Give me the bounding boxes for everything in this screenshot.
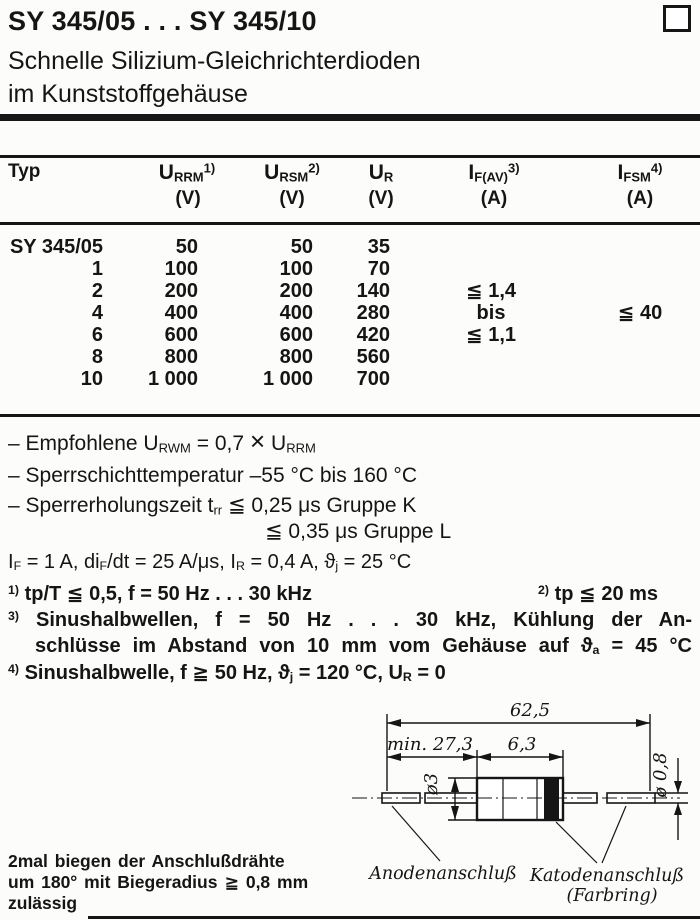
note-test-conditions: $I_F = 1$ A, $di_F/dt = 25$ A/μs, $I_R = 0,4$ A, $ϑ_j = 25$ °C [8, 551, 412, 574]
cell-ur: 700 [356, 368, 390, 390]
label-cathode-color-ring: (Farbring) [566, 886, 658, 906]
footnote-3 [8, 607, 692, 659]
cell-urrm: 50 [175, 236, 198, 258]
col-header-ur: $U_R$ [368, 161, 394, 185]
cell-ifsm: ≦ 40 [617, 302, 663, 324]
col-header-ifsm: $I_{FSM}^{4)}$ [617, 160, 663, 185]
cell-typ: 6 [91, 324, 103, 346]
col-unit-urrm: (V) [175, 188, 201, 209]
cell-ifsm [580, 258, 700, 280]
table-top-rule [0, 155, 700, 158]
col-header-typ: Typ [8, 161, 41, 182]
cell-ur: 70 [367, 258, 390, 280]
table-row [0, 324, 700, 346]
cell-urrm: 800 [164, 346, 198, 368]
cell-ursm: 100 [279, 258, 313, 280]
dim-overall-length: 62,5 [509, 700, 551, 721]
table-row [0, 302, 700, 324]
cell-ifsm [580, 236, 700, 258]
cell-ifav: ≦ 1,1 [465, 324, 517, 346]
bend-note-line-1: 2mal biegen der Anschlußdrähte [8, 851, 285, 871]
cell-typ: 2 [91, 280, 103, 302]
cell-ur: 35 [367, 236, 390, 258]
cell-ursm: 200 [279, 280, 313, 302]
note-reverse-recovery-l: ≦ 0,35 μs Gruppe L [265, 520, 452, 543]
note-junction-temperature: – Sperrschichttemperatur –55 °C bis 160 °C [8, 464, 417, 487]
cell-ifav [402, 236, 580, 258]
cell-ursm: 400 [279, 302, 313, 324]
col-unit-ifsm: (A) [626, 188, 654, 209]
label-anode-terminal: Anodenanschluß [369, 864, 517, 884]
ratings-table-header [0, 161, 700, 221]
cathode-color-ring [544, 779, 559, 819]
col-unit-ursm: (V) [279, 188, 305, 209]
cell-urrm: 400 [164, 302, 198, 324]
note-recommended-urwm: – Empfohlene $U_{RWM} = 0,7 \times U_{RRM}$ [8, 426, 316, 456]
ratings-table-body [0, 236, 700, 390]
table-row [0, 236, 700, 258]
bend-instruction-note [8, 851, 308, 914]
footnote-3-line-1: $^{3)}$ Sinushalbwellen, f = 50 Hz . . . 30 kHz, Kühlung der An- [8, 608, 692, 631]
header-divider-bar [0, 114, 700, 121]
cell-urrm: 1 000 [147, 368, 198, 390]
footnote-2: $^{2)}$ tp ≦ 20 ms [538, 582, 659, 605]
cell-typ: 1 [91, 258, 103, 280]
cell-ur: 140 [356, 280, 390, 302]
corner-checkbox-mark [663, 5, 691, 32]
dim-lead-min-length: min. 27,3 [387, 734, 473, 755]
cell-urrm: 100 [164, 258, 198, 280]
subtitle-line-2: im Kunststoffgehäuse [8, 80, 248, 108]
cell-ursm: 50 [290, 236, 313, 258]
cell-urrm: 600 [164, 324, 198, 346]
col-header-ifav: $I_{F(AV)}^{3)}$ [468, 160, 520, 185]
dim-body-diameter: ø3 [421, 772, 442, 796]
footnote-4: $^{4)}$ Sinushalbwelle, f ≧ 50 Hz, $ϑ_j = 120$ °C, $U_R = 0$ [8, 661, 446, 685]
cell-ifav [402, 346, 580, 368]
cell-ur: 560 [356, 346, 390, 368]
cell-ursm: 800 [279, 346, 313, 368]
table-row [0, 280, 700, 302]
col-unit-ifav: (A) [480, 188, 508, 209]
table-row [0, 368, 700, 390]
table-row [0, 346, 700, 368]
note-reverse-recovery-k: – Sperrerholungszeit $t_{rr}$ ≦ 0,25 μs Gruppe K [8, 494, 417, 518]
cell-ur: 420 [356, 324, 390, 346]
page-subtitle [8, 45, 421, 111]
dim-wire-diameter: ø 0,8 [650, 752, 671, 798]
bend-note-line-2: um 180° mit Biegeradius ≧ 0,8 mm [8, 872, 309, 892]
cell-ifsm [580, 368, 700, 390]
table-row [0, 258, 700, 280]
cell-typ: 4 [91, 302, 103, 324]
label-cathode-terminal: Katodenanschluß [529, 866, 685, 886]
footnote-3-line-2: schlüsse im Abstand von 10 mm vom Gehäuse auf $ϑ_a = 45$ °C [35, 635, 692, 658]
cell-urrm: 200 [164, 280, 198, 302]
page-bottom-rule [88, 916, 700, 919]
page-title: SY 345/05 . . . SY 345/10 [8, 6, 317, 36]
cell-ur: 280 [356, 302, 390, 324]
bend-note-line-3: zulässig [8, 893, 78, 913]
package-outline-drawing [330, 690, 700, 920]
cell-typ: 10 [80, 368, 103, 390]
subtitle-line-1: Schnelle Silizium-Gleichrichterdioden [8, 47, 421, 75]
cell-ifsm [580, 324, 700, 346]
col-header-ursm: $U_{RSM}^{2)}$ [264, 160, 320, 185]
cell-ifav [402, 368, 580, 390]
cell-typ: SY 345/05 [9, 236, 103, 258]
diode-body [477, 778, 563, 820]
col-unit-ur: (V) [368, 188, 394, 209]
table-header-rule [0, 222, 700, 225]
cell-ifsm [580, 280, 700, 302]
cell-ifsm [580, 346, 700, 368]
footnote-1: $^{1)}$ tp/T ≦ 0,5, f = 50 Hz . . . 30 kHz [8, 582, 312, 605]
cell-ifav: ≦ 1,4 [465, 280, 517, 302]
cell-typ: 8 [91, 346, 103, 368]
cell-ifav: bis [476, 302, 506, 324]
cell-ursm: 1 000 [262, 368, 313, 390]
cell-ursm: 600 [279, 324, 313, 346]
dim-body-length: 6,3 [507, 734, 537, 755]
table-bottom-rule [0, 414, 700, 417]
col-header-urrm: $U_{RRM}^{1)}$ [158, 160, 216, 185]
cell-ifav [402, 258, 580, 280]
